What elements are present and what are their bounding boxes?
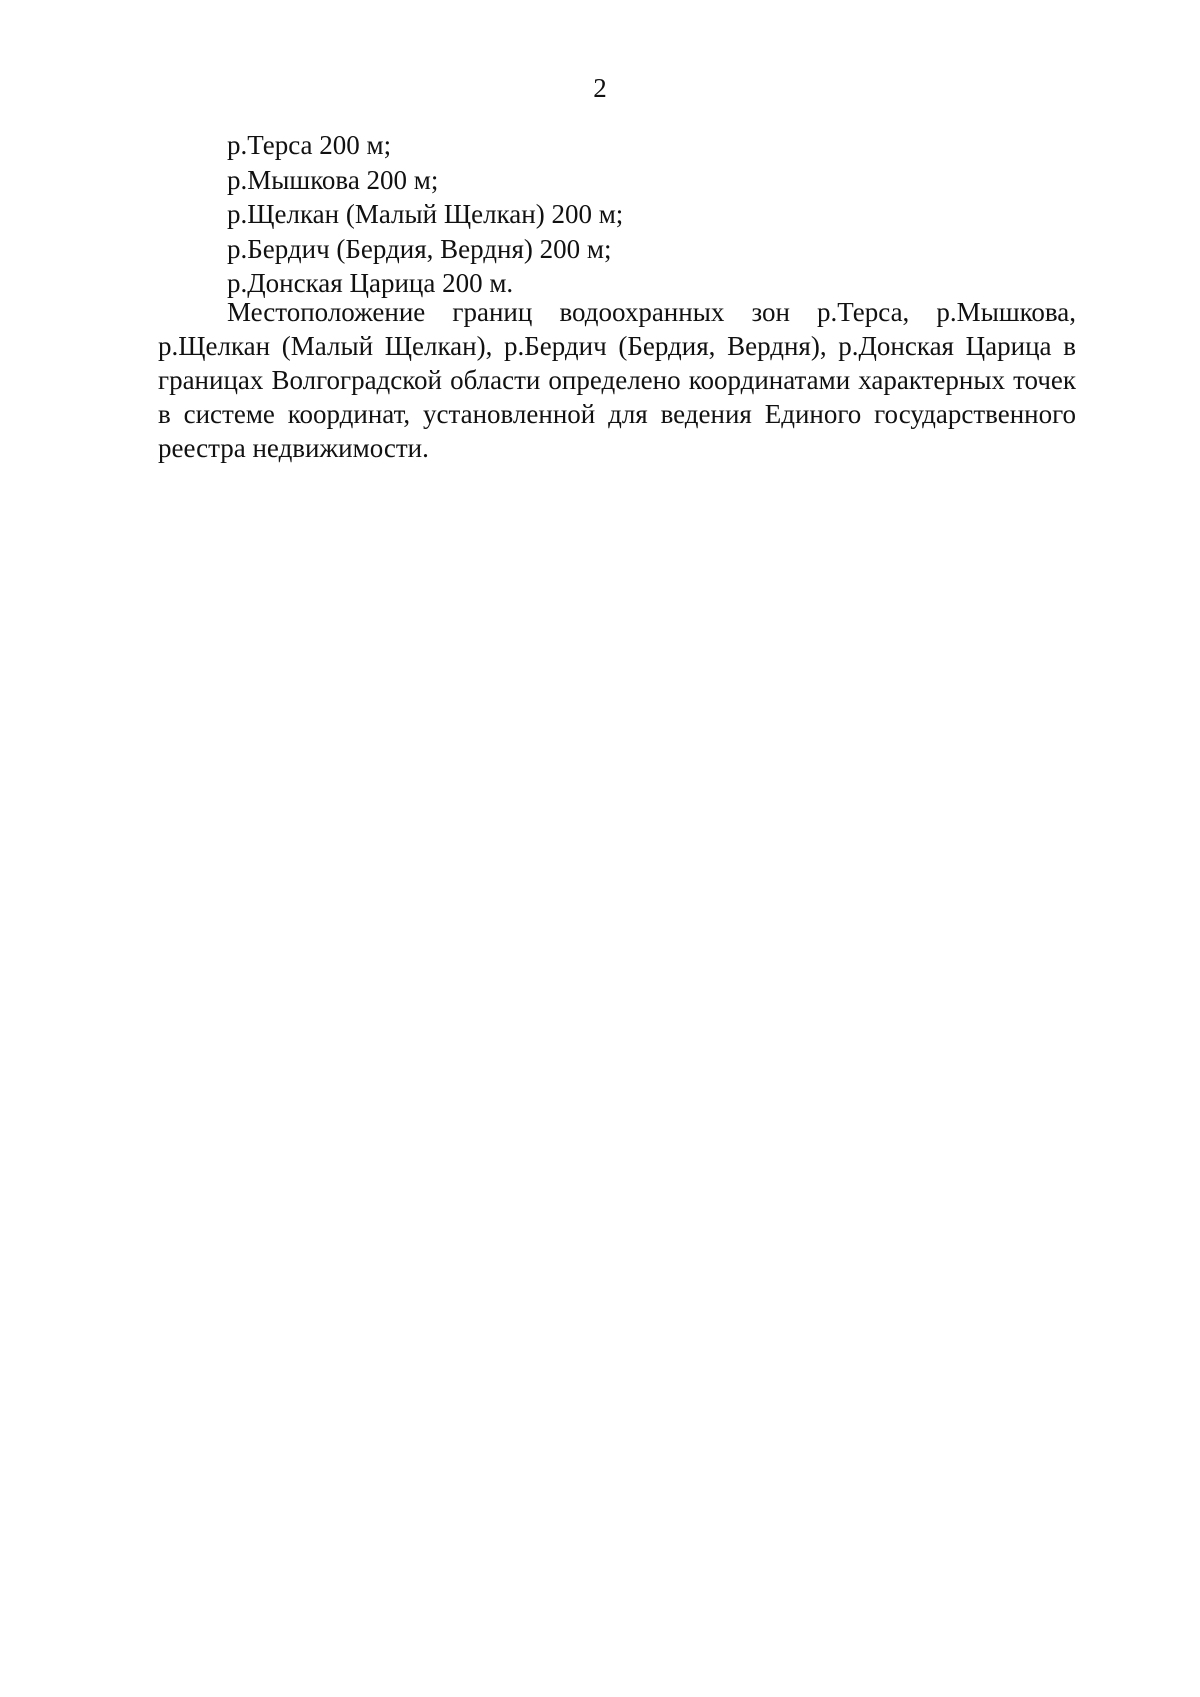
list-item: р.Бердич (Бердия, Вердня) 200 м; <box>227 233 612 264</box>
list-item: р.Терса 200 м; <box>227 130 392 160</box>
river-list <box>227 128 623 301</box>
list-item: р.Щелкан (Малый Щелкан) 200 м; <box>227 199 624 229</box>
body-paragraph: Местоположение границ водоохранных зон р.Терса, р.Мышкова, р.Щелкан (Малый Щелкан), р.Бердич (Бердия, Вердня), р.Донская Царица в границах Волгоградской области определено координатами характерных точек в системе координат, установленной для ведения Единого государственного реестра недвижимости. <box>158 297 1076 463</box>
list-item: р.Донская Царица 200 м. <box>227 268 514 298</box>
page-number: 2 <box>593 73 607 103</box>
list-item: р.Мышкова 200 м; <box>227 164 439 195</box>
